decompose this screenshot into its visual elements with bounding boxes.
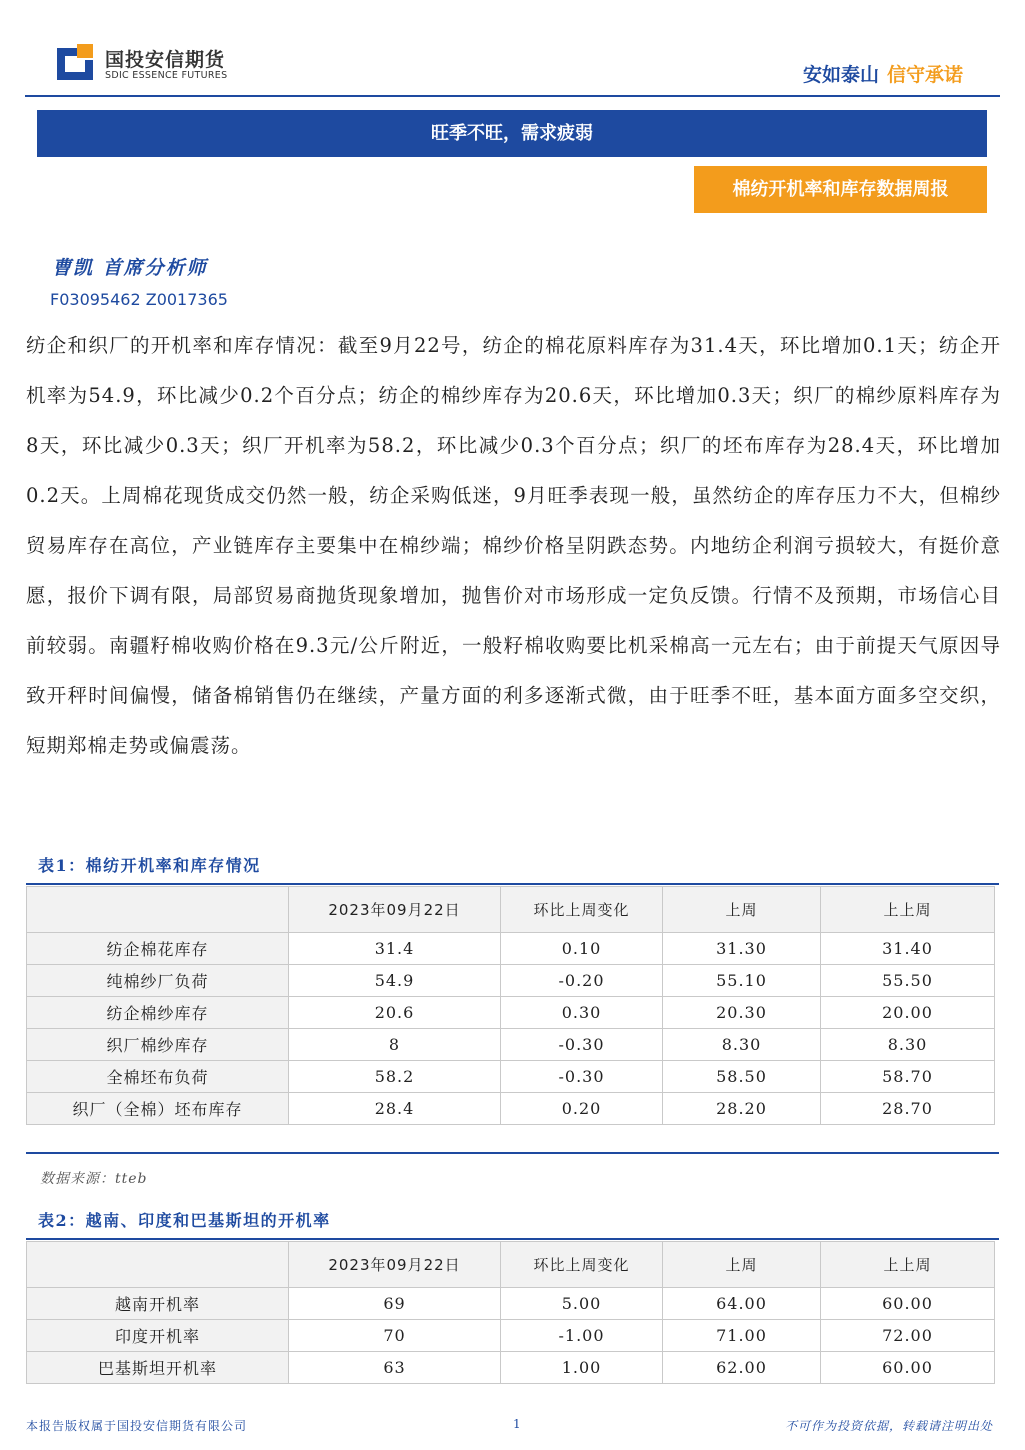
row-label: 全棉坯布负荷 — [27, 1061, 289, 1093]
table-header-cell: 上上周 — [821, 1242, 995, 1288]
table2-caption: 表2：越南、印度和巴基斯坦的开机率 — [38, 1211, 331, 1230]
table-cell: 28.4 — [289, 1093, 501, 1125]
row-label: 越南开机率 — [27, 1288, 289, 1320]
table-cell: 5.00 — [501, 1288, 663, 1320]
table-header-cell: 环比上周变化 — [501, 1242, 663, 1288]
report-type-badge: 棉纺开机率和库存数据周报 — [694, 166, 987, 213]
table-cell: 28.20 — [663, 1093, 821, 1125]
table-row — [27, 1029, 995, 1061]
summary-paragraph: 纺企和织厂的开机率和库存情况：截至9月22号，纺企的棉花原料库存为31.4天，环比增加0.1天；纺企开机率为54.9，环比减少0.2个百分点；纺企的棉纱库存为20.6天，环比增加0.3天；织厂的棉纱原料库存为8天，环比减少0.3天；织厂开机率为58.2，环比减少0.3个百分点；织厂的坯布库存为28.4天，环比增加0.2天。上周棉花现货成交仍然一般，纺企采购低迷，9月旺季表现一般，虽然纺企的库存压力不大，但棉纱贸易库存在高位，产业链库存主要集中在棉纱端；棉纱价格呈阴跌态势。内地纺企利润亏损较大，有挺价意愿，报价下调有限，局部贸易商抛货现象增加，抛售价对市场形成一定负反馈。行情不及预期，市场信心目前较弱。南疆籽棉收购价格在9.3元/公斤附近，一般籽棉收购要比机采棉高一元左右；由于前提天气原因导致开秤时间偏慢，储备棉销售仍在继续，产量方面的利多逐渐式微，由于旺季不旺，基本面方面多空交织，短期郑棉走势或偏震荡。 — [26, 334, 1001, 757]
row-label: 织厂棉纱库存 — [27, 1029, 289, 1061]
row-label: 纺企棉纱库存 — [27, 997, 289, 1029]
table1-header-row — [27, 887, 995, 933]
row-label: 巴基斯坦开机率 — [27, 1352, 289, 1384]
table-cell: 0.20 — [501, 1093, 663, 1125]
table-header-cell — [27, 887, 289, 933]
table-row — [27, 1352, 995, 1384]
data-source-note: 数据来源：tteb — [40, 1171, 148, 1187]
table-row — [27, 1320, 995, 1352]
table-cell: 0.30 — [501, 997, 663, 1029]
table-header-cell — [27, 1242, 289, 1288]
footer-disclaimer: 不可作为投资依据，转载请注明出处 — [784, 1419, 993, 1433]
row-label: 纺企棉花库存 — [27, 933, 289, 965]
table1-caption: 表1：棉纺开机率和库存情况 — [38, 856, 261, 875]
table2-caption-rule — [26, 1238, 999, 1240]
table-cell: 60.00 — [821, 1352, 995, 1384]
table-row — [27, 965, 995, 997]
table-cell: -0.30 — [501, 1029, 663, 1061]
table-cell: -0.30 — [501, 1061, 663, 1093]
company-logo — [55, 42, 235, 87]
table-cell: 64.00 — [663, 1288, 821, 1320]
footer-copyright: 本报告版权属于国投安信期货有限公司 — [26, 1419, 248, 1433]
table1-bottom-rule — [26, 1152, 999, 1154]
table1-caption-rule — [26, 883, 999, 885]
row-label: 纯棉纱厂负荷 — [27, 965, 289, 997]
table-header-cell: 上周 — [663, 1242, 821, 1288]
table-cell: 28.70 — [821, 1093, 995, 1125]
table-cell: 70 — [289, 1320, 501, 1352]
table-row — [27, 1061, 995, 1093]
table-cell: 60.00 — [821, 1288, 995, 1320]
table-cell: 20.6 — [289, 997, 501, 1029]
table-cell: 20.30 — [663, 997, 821, 1029]
report-title: 旺季不旺，需求疲弱 — [37, 110, 987, 157]
analyst-name: 曹凯 首席分析师 — [52, 257, 208, 279]
table-cell: 55.50 — [821, 965, 995, 997]
logo-english-name: SDIC ESSENCE FUTURES — [105, 70, 228, 81]
table-header-cell: 2023年09月22日 — [289, 1242, 501, 1288]
table-row — [27, 1288, 995, 1320]
table-cell: -1.00 — [501, 1320, 663, 1352]
table2 — [26, 1241, 995, 1384]
table2-header-row — [27, 1242, 995, 1288]
table-row — [27, 933, 995, 965]
row-label: 印度开机率 — [27, 1320, 289, 1352]
table-cell: 62.00 — [663, 1352, 821, 1384]
table-cell: 8 — [289, 1029, 501, 1061]
table-cell: 31.40 — [821, 933, 995, 965]
header-divider — [25, 95, 1000, 97]
table-cell: 8.30 — [663, 1029, 821, 1061]
logo-chinese-name: 国投安信期货 — [105, 49, 226, 71]
table-row — [27, 1093, 995, 1125]
page-number: 1 — [513, 1417, 521, 1431]
table-cell: 58.50 — [663, 1061, 821, 1093]
slogan-part2: 信守承诺 — [886, 64, 963, 86]
slogan — [803, 60, 963, 87]
table-cell: 58.70 — [821, 1061, 995, 1093]
table-cell: 54.9 — [289, 965, 501, 997]
table1 — [26, 886, 995, 1125]
table-cell: 31.4 — [289, 933, 501, 965]
table-row — [27, 997, 995, 1029]
table-header-cell: 上上周 — [821, 887, 995, 933]
table-header-cell: 2023年09月22日 — [289, 887, 501, 933]
table-cell: 31.30 — [663, 933, 821, 965]
analyst-license-ids: F03095462 Z0017365 — [50, 290, 228, 309]
table-cell: 63 — [289, 1352, 501, 1384]
table-cell: -0.20 — [501, 965, 663, 997]
table-cell: 1.00 — [501, 1352, 663, 1384]
table-cell: 0.10 — [501, 933, 663, 965]
table-cell: 20.00 — [821, 997, 995, 1029]
logo-mark-icon — [55, 42, 95, 82]
table-header-cell: 环比上周变化 — [501, 887, 663, 933]
table-cell: 8.30 — [821, 1029, 995, 1061]
table-cell: 58.2 — [289, 1061, 501, 1093]
table-cell: 55.10 — [663, 965, 821, 997]
slogan-part1: 安如泰山 — [802, 64, 879, 86]
table-header-cell: 上周 — [663, 887, 821, 933]
table-cell: 72.00 — [821, 1320, 995, 1352]
table-cell: 69 — [289, 1288, 501, 1320]
table-cell: 71.00 — [663, 1320, 821, 1352]
row-label: 织厂（全棉）坯布库存 — [27, 1093, 289, 1125]
